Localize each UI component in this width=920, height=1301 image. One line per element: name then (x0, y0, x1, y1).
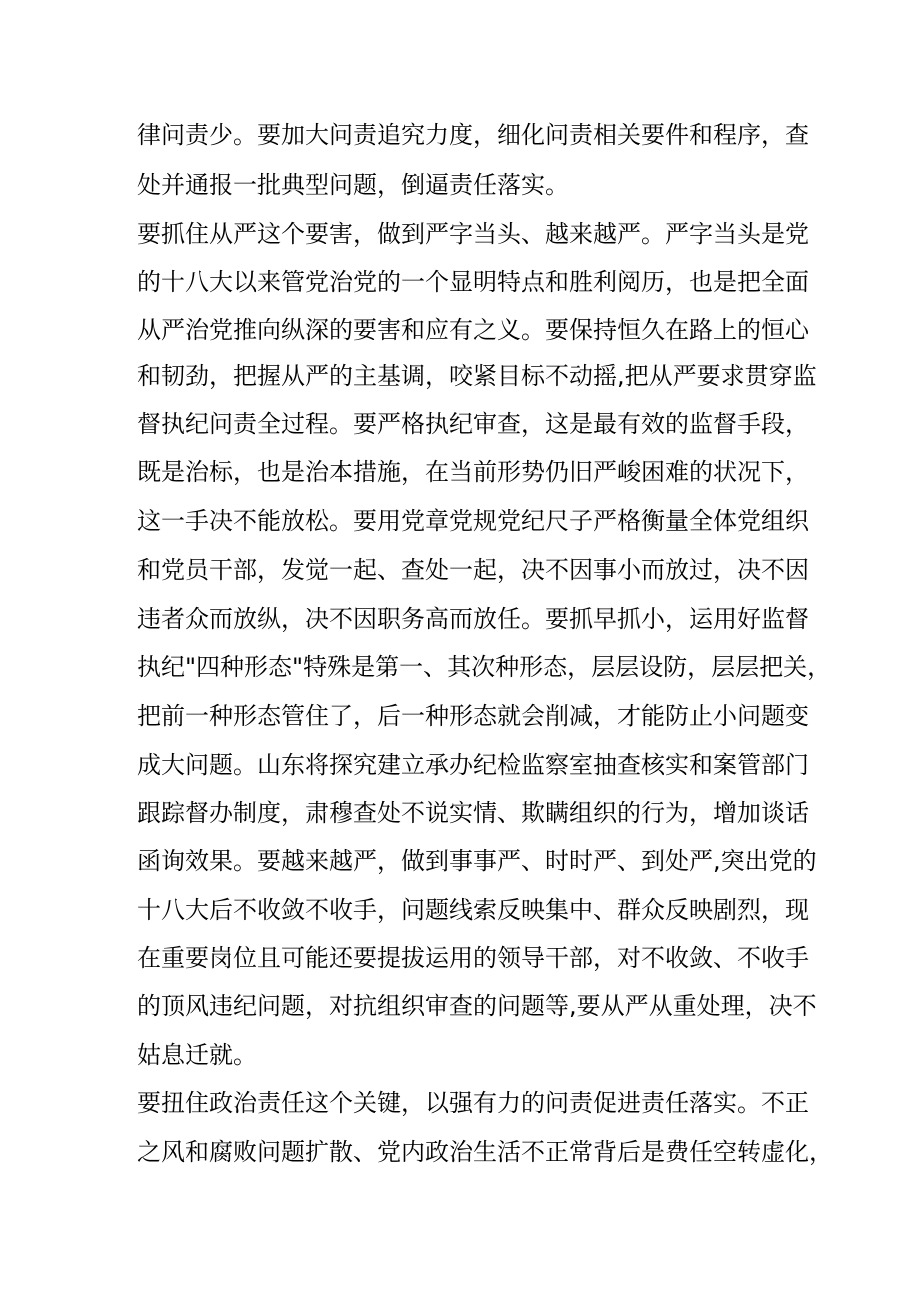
text-line: 的十八大以来管党治党的一个显明特点和胜利阅历，也是把全面 (137, 268, 809, 296)
text-line: 成大问题。山东将探究建立承办纪检监察室抽查核实和案管部门 (137, 751, 809, 779)
text-line: 律问责少。要加大问责追究力度，细化问责相关要件和程序，查 (137, 121, 809, 149)
text-line: 要扭住政治责任这个关键，以强有力的问责促进责任落实。不正 (137, 1089, 809, 1117)
text-line: 函询效果。要越来越严，做到事事严、时时严、到处严,突出党的 (137, 847, 817, 875)
text-line: 跟踪督办制度，肃穆查处不说实情、欺瞒组织的行为，增加谈话 (137, 799, 809, 827)
text-line: 从严治党推向纵深的要害和应有之义。要保持恒久在路上的恒心 (137, 316, 809, 344)
text-line: 这一手决不能放松。要用党章党规党纪尺子严格衡量全体党组织 (137, 507, 809, 535)
text-line: 姑息迁就。 (137, 1041, 257, 1069)
text-line: 的顶风违纪问题，对抗组织审查的问题等,要从严从重处理，决不 (137, 992, 817, 1020)
text-line: 和党员干部，发觉一起、查处一起，决不因事小而放过，决不因 (137, 556, 809, 584)
text-line: 之风和腐败问题扩散、党内政治生活不正常背后是费任空转虚化， (137, 1138, 833, 1166)
text-line: 违者众而放纵，决不因职务高而放任。要抓早抓小，运用好监督 (137, 605, 809, 633)
text-line: 督执纪问责全过程。要严格执纪审查，这是最有效的监督手段， (137, 410, 809, 438)
text-line: 把前一种形态管住了，后一种形态就会削减，才能防止小问题变 (137, 702, 809, 730)
text-line: 十八大后不收敛不收手，问题线索反映集中、群众反映剧烈，现 (137, 896, 809, 924)
text-line: 既是治标，也是治本措施，在当前形势仍旧严峻困难的状况下， (137, 458, 809, 486)
text-line: 在重要岗位且可能还要提拔运用的领导干部，对不收敛、不收手 (137, 944, 809, 972)
text-line: 执纪"四种形态"特殊是第一、其次种形态，层层设防，层层把关， (137, 653, 832, 681)
text-line: 要抓住从严这个要害，做到严字当头、越来越严。严字当头是党 (137, 220, 809, 248)
text-line: 和韧劲，把握从严的主基调，咬紧目标不动摇,把从严要求贯穿监 (137, 362, 817, 390)
text-line: 处并通报一批典型问题，倒逼责任落实。 (137, 171, 569, 199)
